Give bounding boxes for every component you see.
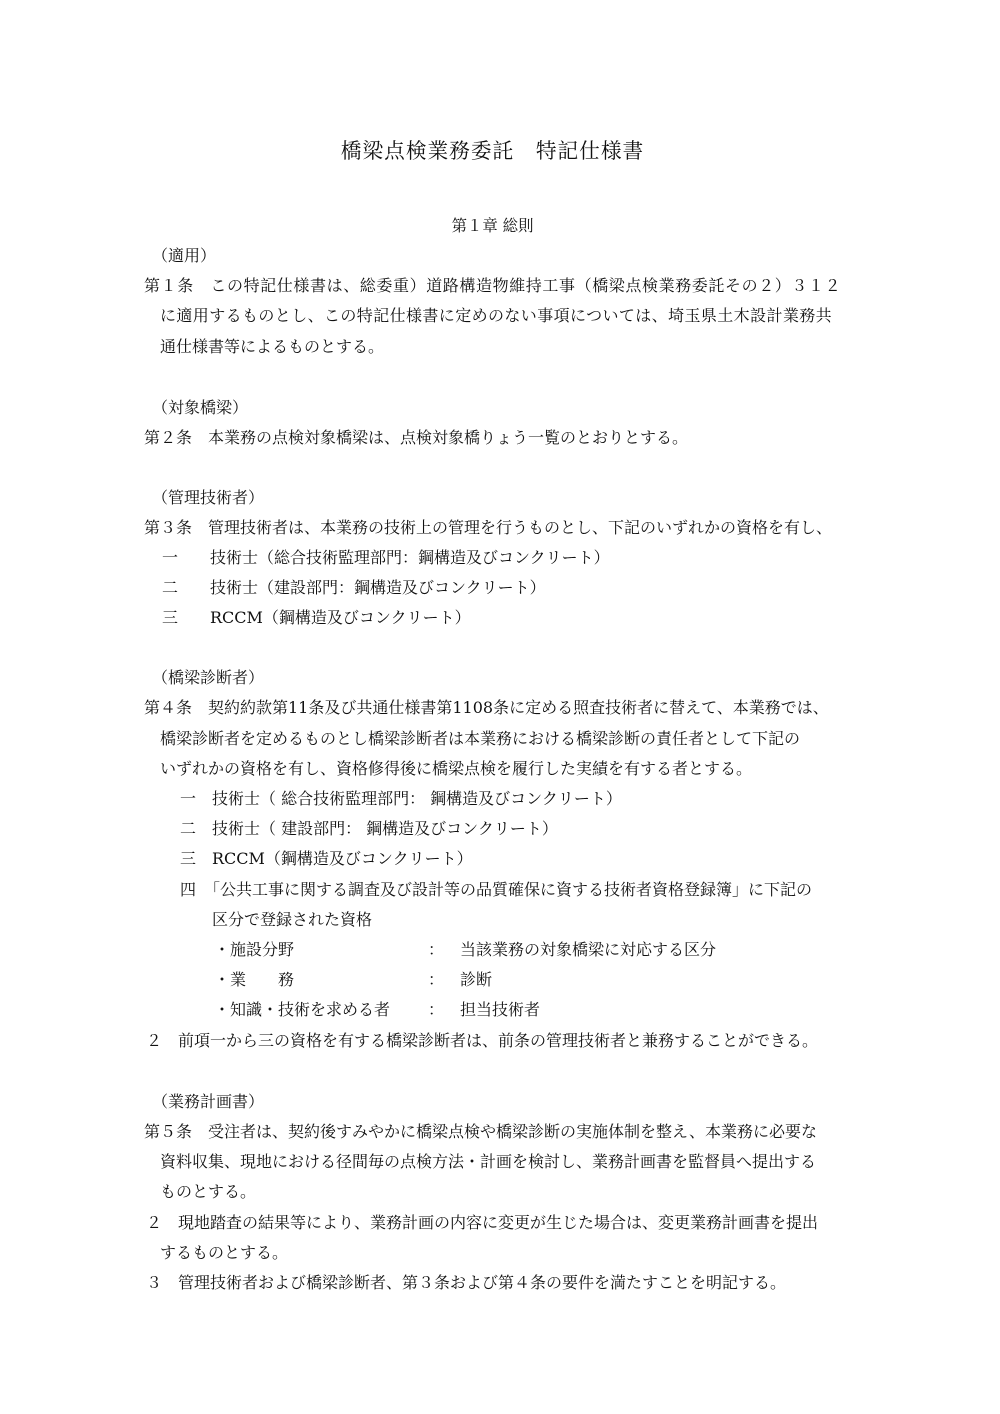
article-4-item-4-line-1: 四 「公共工事に関する調査及び設計等の品質確保に資する技術者資格登録簿」に下記の	[180, 880, 813, 899]
document-title: 橋梁点検業務委託 特記仕様書	[340, 139, 645, 163]
qualification-sep-field: ：	[428, 940, 445, 959]
article-5-paragraph-2-line-2: するものとする。	[160, 1243, 289, 1262]
article-4-line-3: いずれかの資格を有し、資格修得後に橋梁点検を履行した実績を有する者とする。	[160, 759, 753, 778]
qualification-value-work: 診断	[460, 970, 493, 989]
article-1-line-2: に適用するものとし、この特記仕様書に定めのない事項については、埼玉県土木設計業務共	[160, 306, 833, 325]
section-heading-manager: （管理技術者）	[152, 488, 265, 507]
article-4-paragraph-2: ２ 前項一から三の資格を有する橋梁診断者は、前条の管理技術者と兼務することができる。	[146, 1031, 819, 1050]
article-3-line-1: 第３条 管理技術者は、本業務の技術上の管理を行うものとし、下記のいずれかの資格を有し、	[144, 518, 833, 537]
article-4-item-2: 二 技術士（ 建設部門： 鋼構造及びコンクリート）	[180, 819, 558, 838]
section-heading-work-plan: （業務計画書）	[152, 1092, 265, 1111]
article-1-line-3: 通仕様書等によるものとする。	[160, 337, 385, 356]
article-3-item-3: 三 RCCM（鋼構造及びコンクリート）	[162, 608, 471, 627]
article-5-line-2: 資料収集、現地における径間毎の点検方法・計画を検討し、業務計画書を監督員へ提出する	[160, 1152, 817, 1171]
section-heading-target-bridges: （対象橋梁）	[152, 398, 249, 417]
article-1-line-1: 第１条 この特記仕様書は、総委重）道路構造物維持工事（橋梁点検業務委託その２）３１２	[144, 276, 842, 295]
article-4-item-4-line-2: 区分で登録された資格	[212, 910, 373, 929]
article-5-line-3: ものとする。	[160, 1182, 257, 1201]
qualification-sep-knowledge: ：	[428, 1000, 445, 1019]
article-4-item-3: 三 RCCM（鋼構造及びコンクリート）	[180, 849, 473, 868]
article-3-item-2: 二 技術士（建設部門：鋼構造及びコンクリート）	[162, 578, 546, 597]
article-5-paragraph-3: ３ 管理技術者および橋梁診断者、第３条および第４条の要件を満たすことを明記する。	[146, 1273, 787, 1292]
article-4-item-1: 一 技術士（ 総合技術監理部門： 鋼構造及びコンクリート）	[180, 789, 622, 808]
article-2-line-1: 第２条 本業務の点検対象橋梁は、点検対象橋りょう一覧のとおりとする。	[144, 428, 689, 447]
chapter-heading: 第１章 総則	[451, 216, 534, 235]
article-4-line-1: 第４条 契約約款第11条及び共通仕様書第1108条に定める照査技術者に替えて、本業務では、	[144, 698, 829, 717]
qualification-label-work: ・業 務	[214, 970, 295, 989]
article-3-item-1: 一 技術士（総合技術監理部門：鋼構造及びコンクリート）	[162, 548, 610, 567]
qualification-label-knowledge: ・知識・技術を求める者	[214, 1000, 391, 1019]
qualification-value-field: 当該業務の対象橋梁に対応する区分	[460, 940, 717, 959]
article-4-line-2: 橋梁診断者を定めるものとし橋梁診断者は本業務における橋梁診断の責任者として下記の	[160, 729, 801, 748]
article-5-paragraph-2-line-1: ２ 現地踏査の結果等により、業務計画の内容に変更が生じた場合は、変更業務計画書を提出	[146, 1213, 819, 1232]
article-5-line-1: 第５条 受注者は、契約後すみやかに橋梁点検や橋梁診断の実施体制を整え、本業務に必要な	[144, 1122, 817, 1141]
qualification-sep-work: ：	[428, 970, 445, 989]
section-heading-diagnostician: （橋梁診断者）	[152, 668, 265, 687]
qualification-value-knowledge: 担当技術者	[460, 1000, 541, 1019]
section-heading-application: （適用）	[152, 246, 217, 265]
qualification-label-field: ・施設分野	[214, 940, 295, 959]
